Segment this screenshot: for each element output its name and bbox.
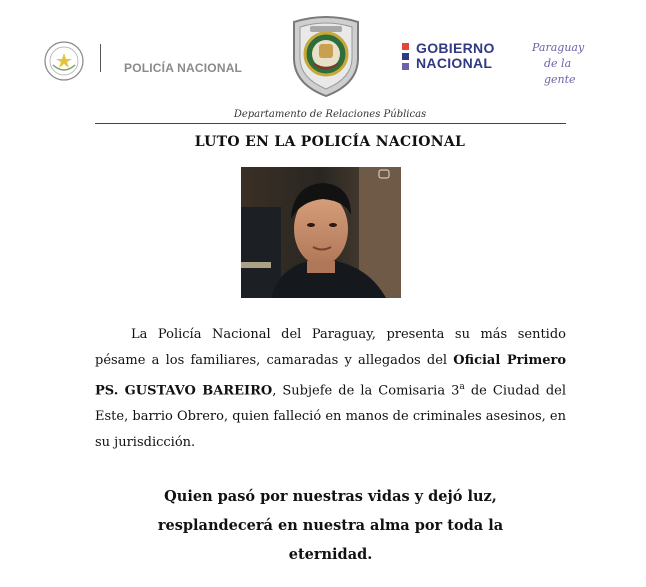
- gobierno-logo-icon: [402, 43, 411, 71]
- department-label: Departamento de Relaciones Públicas: [233, 109, 427, 120]
- condolence-paragraph: [95, 322, 566, 456]
- paragraph-text-3: de Ciudad del Este, barrio Obrero, quien falleció en manos de criminales asesinos, en su jurisdicción.: [95, 383, 566, 451]
- ordinal-indicator: a: [459, 382, 465, 392]
- quote-line-2: resplandecerá en nuestra alma por toda la: [157, 517, 504, 534]
- national-seal-icon: [44, 41, 84, 81]
- paraguay-de-la-gente-logo: [530, 40, 594, 88]
- gobierno-line1: GOBIERNO: [416, 40, 495, 56]
- officer-photo: [241, 167, 401, 298]
- gobierno-line2: NACIONAL: [416, 55, 493, 71]
- quote-line-3: eternidad.: [288, 546, 373, 563]
- paragraph-text-2: , Subjefe de la Comisaria 3: [272, 383, 460, 399]
- paraguay-line1: Paraguay: [532, 41, 585, 54]
- memorial-quote: [95, 482, 566, 569]
- police-label: POLICÍA NACIONAL: [124, 61, 243, 75]
- header-rule: [95, 123, 566, 124]
- gobierno-nacional-logo: [416, 41, 495, 71]
- page-title: LUTO EN LA POLICÍA NACIONAL: [194, 134, 466, 150]
- paraguay-line2: de la gente: [544, 57, 576, 86]
- divider: [100, 44, 101, 72]
- paragraph-text-1: La Policía Nacional del Paraguay, presenta su más sentido pésame a los familiares, camaradas y allegados del: [95, 327, 566, 368]
- letterhead: [0, 0, 646, 110]
- police-badge-icon: [288, 14, 364, 98]
- quote-line-1: Quien pasó por nuestras vidas y dejó luz,: [164, 488, 497, 505]
- officer-name: Oficial Primero PS. GUSTAVO BAREIRO: [95, 353, 566, 399]
